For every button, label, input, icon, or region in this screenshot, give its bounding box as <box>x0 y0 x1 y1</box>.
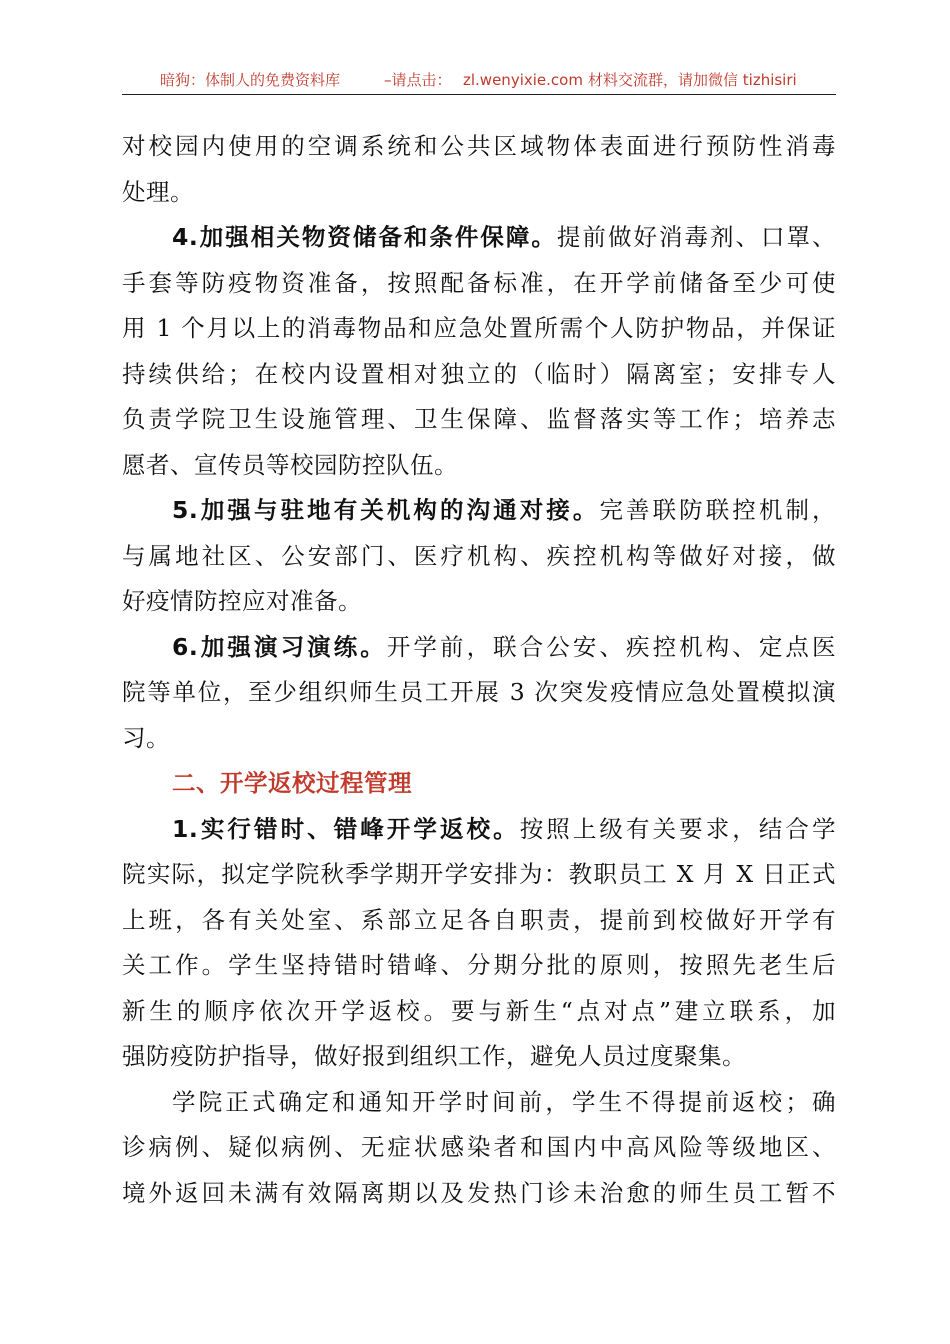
paragraph-heading: 6.加强演习演练。 <box>172 632 387 661</box>
paragraph-heading: 1.实行错时、错峰开学返校。 <box>172 814 520 843</box>
text-line <box>122 807 836 853</box>
paragraph-return-restrictions <box>122 1080 836 1217</box>
text-line: 手套等防疫物资准备，按照配备标准，在开学前储备至少可使 <box>122 268 836 297</box>
text-line <box>122 625 836 671</box>
text-run: 提前做好消毒剂、口罩、 <box>556 223 836 251</box>
paragraph-heading: 5.加强与驻地有关机构的沟通对接。 <box>172 496 600 524</box>
text-line: 对校园内使用的空调系统和公共区域物体表面进行预防性消毒 <box>122 132 836 160</box>
paragraph-coordination <box>122 488 836 625</box>
text-line: 用 1 个月以上的消毒物品和应急处置所需个人防护物品，并保证 <box>122 314 836 342</box>
text-run: 按照上级有关要求，结合学 <box>519 814 836 843</box>
header-brand: 暗狗：体制人的免费资料库 <box>160 71 341 89</box>
text-line: 持续供给；在校内设置相对独立的（临时）隔离室；安排专人 <box>122 359 836 388</box>
paragraph-heading: 4.加强相关物资储备和条件保障。 <box>172 223 557 251</box>
page-header <box>122 66 836 95</box>
text-line: 处理。 <box>122 177 194 206</box>
header-site-link[interactable]: zl.wenyixie.com <box>463 71 583 89</box>
text-line: 学院正式确定和通知开学时间前，学生不得提前返校；确 <box>172 1087 836 1116</box>
header-prompt: –请点击： <box>384 71 452 89</box>
text-line: 新生的顺序依次开学返校。要与新生“点对点”建立联系，加 <box>122 996 836 1025</box>
text-line: 强防疫防护指导，做好报到组织工作，避免人员过度聚集。 <box>122 1042 746 1070</box>
text-run: 开学前，联合公安、疾控机构、定点医 <box>386 632 836 661</box>
text-line: 诊病例、疑似病例、无症状感染者和国内中高风险等级地区、 <box>122 1133 836 1161</box>
text-line: 境外返回未满有效隔离期以及发热门诊未治愈的师生员工暂不 <box>122 1178 836 1207</box>
paragraph-supplies <box>122 215 836 488</box>
text-line: 好疫情防控应对准备。 <box>122 587 362 615</box>
header-wechat-note: 材料交流群，请加微信 tizhisiri <box>588 71 797 89</box>
text-line: 院实际，拟定学院秋季学期开学安排为：教职员工 X 月 X 日正式 <box>122 860 836 888</box>
paragraph-disinfection-continued <box>122 124 836 215</box>
text-line <box>122 215 836 261</box>
text-line: 习。 <box>122 723 170 752</box>
text-line: 与属地社区、公安部门、医疗机构、疾控机构等做好对接，做 <box>122 541 836 570</box>
text-line: 院等单位，至少组织师生员工开展 3 次突发疫情应急处置模拟演 <box>122 678 836 706</box>
text-line: 关工作。学生坚持错时错峰、分期分批的原则，按照先老生后 <box>122 951 836 979</box>
text-run: 完善联防联控机制， <box>599 496 836 524</box>
section-heading: 二、开学返校过程管理 <box>172 769 412 797</box>
text-line: 上班，各有关处室、系部立足各自职责，提前到校做好开学有 <box>122 905 836 934</box>
text-line <box>122 488 836 534</box>
paragraph-drills <box>122 625 836 762</box>
document-body <box>122 124 836 1216</box>
text-line: 愿者、宣传员等校园防控队伍。 <box>122 450 458 479</box>
paragraph-staggered-return <box>122 807 836 1080</box>
text-line: 负责学院卫生设施管理、卫生保障、监督落实等工作；培养志 <box>122 405 836 433</box>
